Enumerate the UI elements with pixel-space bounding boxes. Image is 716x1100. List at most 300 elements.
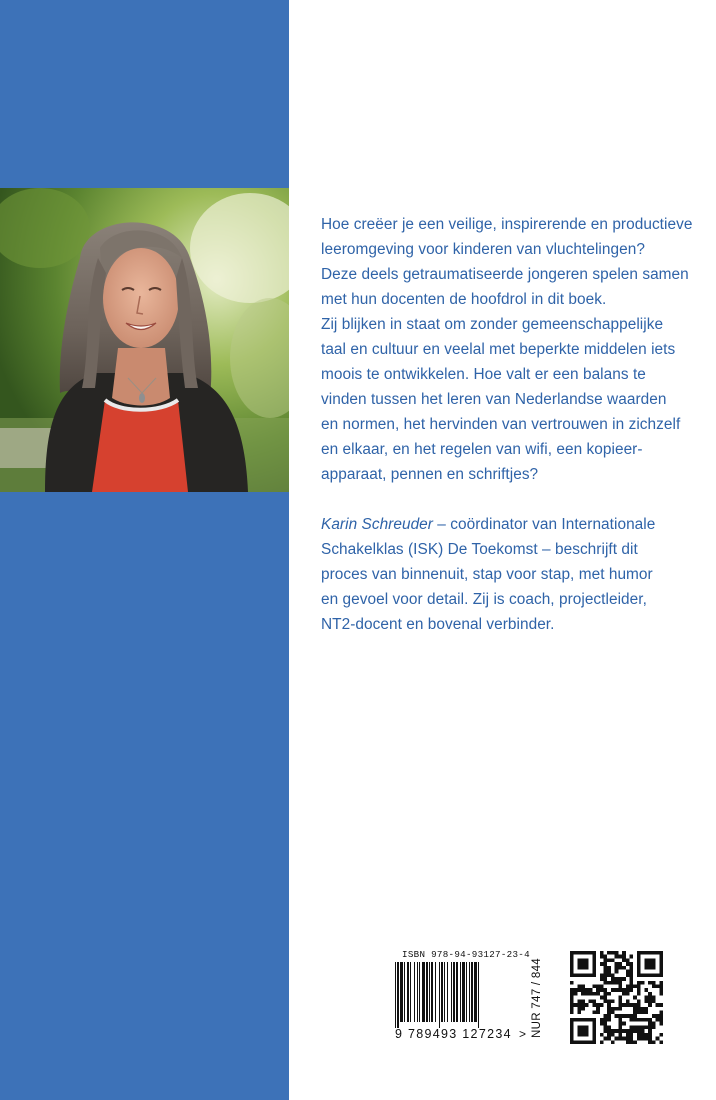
qr-module [644,958,648,962]
qr-module [652,999,656,1003]
qr-module [600,1022,604,1026]
qr-module [656,973,660,977]
qr-module [633,1018,637,1022]
qr-module [630,1033,634,1037]
qr-module [648,1022,652,1026]
qr-module [641,1018,645,1022]
qr-module [585,958,589,962]
qr-module [633,1003,637,1007]
qr-module [656,1003,660,1007]
barcode-arrow-icon: > [519,1027,527,1041]
qr-module [637,988,641,992]
qr-module [611,1033,615,1037]
qr-module [637,992,641,996]
blurb-line: en normen, het hervinden van vertrouwen in zichzelf [321,416,681,433]
barcode-bar [466,962,467,1022]
qr-module [618,977,622,981]
qr-module [581,1025,585,1029]
qr-module [570,958,574,962]
qr-module [585,962,589,966]
qr-module [641,1033,645,1037]
qr-module [596,1007,600,1011]
qr-module [630,962,634,966]
qr-module [570,962,574,966]
qr-module [630,984,634,988]
qr-module [652,962,656,966]
author-line [321,512,691,537]
author-portrait-image [0,188,289,492]
barcode-bar [431,962,433,1022]
qr-module [585,988,589,992]
qr-module [626,1033,630,1037]
qr-module [659,1022,663,1026]
qr-module [596,984,600,988]
qr-module [589,999,593,1003]
qr-module [570,1018,574,1022]
qr-module [570,992,574,996]
qr-module [622,951,626,955]
qr-module [615,1014,619,1018]
qr-module [652,981,656,985]
qr-module [630,955,634,959]
qr-module [611,1007,615,1011]
qr-module [577,1033,581,1037]
qr-module [644,1007,648,1011]
qr-module [607,973,611,977]
qr-module [596,992,600,996]
nur-code: NUR 747 / 844 [531,958,543,1038]
qr-module [596,988,600,992]
qr-module [626,1037,630,1041]
qr-module [615,966,619,970]
qr-module [626,999,630,1003]
qr-module [570,1022,574,1026]
qr-module [648,1033,652,1037]
qr-module [659,1018,663,1022]
qr-module [600,973,604,977]
blurb-line: leeromgeving voor kinderen van vluchtelingen? [321,241,645,258]
qr-module [592,951,596,955]
barcode-bar [395,962,396,1028]
qr-module [659,992,663,996]
qr-module [633,1011,637,1015]
qr-module [592,1018,596,1022]
qr-module [603,1037,607,1041]
qr-module [652,1014,656,1018]
qr-module [585,966,589,970]
qr-module [637,1025,641,1029]
qr-module [574,973,578,977]
qr-module [656,951,660,955]
qr-module [592,1011,596,1015]
qr-module [615,977,619,981]
qr-module [633,1040,637,1044]
qr-module [630,970,634,974]
qr-module [630,1025,634,1029]
qr-module [574,1018,578,1022]
qr-module [626,992,630,996]
qr-module [581,992,585,996]
qr-module [592,973,596,977]
qr-module [600,962,604,966]
qr-module [630,1003,634,1007]
blurb-line: taal en cultuur en veelal met beperkte middelen iets [321,341,676,358]
qr-module [637,973,641,977]
qr-module [615,951,619,955]
blurb-line: Hoe creëer je een veilige, inspirerende en productieve [321,216,693,233]
qr-module [644,1025,648,1029]
qr-module [600,977,604,981]
author-line: NT2-docent en bovenal verbinder. [321,616,555,633]
qr-module [652,966,656,970]
qr-module [659,966,663,970]
qr-module [607,1003,611,1007]
qr-module [626,958,630,962]
qr-module [570,1040,574,1044]
qr-module [630,977,634,981]
qr-module [592,1025,596,1029]
qr-module [603,962,607,966]
qr-module [648,973,652,977]
barcode-bar [460,962,461,1022]
qr-module [637,1033,641,1037]
qr-module [581,1033,585,1037]
qr-module [600,955,604,959]
author-line: en gevoel voor detail. Zij is coach, projectleider, [321,591,647,608]
qr-module [585,1029,589,1033]
qr-module [637,962,641,966]
qr-module [596,1011,600,1015]
qr-module [615,1029,619,1033]
qr-module [600,1018,604,1022]
qr-module [577,1040,581,1044]
qr-module [618,1033,622,1037]
qr-module [618,1018,622,1022]
qr-module [644,1037,648,1041]
qr-module [570,1003,574,1007]
qr-module [626,1029,630,1033]
qr-module [577,1029,581,1033]
qr-module [581,999,585,1003]
qr-module [585,973,589,977]
qr-module [570,1029,574,1033]
qr-module [585,992,589,996]
qr-module [577,984,581,988]
qr-module [626,988,630,992]
qr-module [581,962,585,966]
qr-module [611,951,615,955]
author-paragraph [321,512,691,637]
qr-module [630,973,634,977]
qr-module [585,1040,589,1044]
qr-module [603,1025,607,1029]
barcode-bar [444,962,445,1022]
qr-module [577,962,581,966]
blue-color-band [0,0,289,1100]
qr-module [574,1040,578,1044]
qr-module [607,1025,611,1029]
qr-module [659,1014,663,1018]
barcode-bar [419,962,420,1022]
qr-module [626,970,630,974]
qr-module [607,999,611,1003]
qr-module [581,1007,585,1011]
qr-module [603,970,607,974]
qr-module [592,1040,596,1044]
qr-module [603,999,607,1003]
qr-module [611,1029,615,1033]
qr-module [607,970,611,974]
barcode-bar [400,962,403,1022]
qr-module [618,988,622,992]
qr-module [589,973,593,977]
qr-module [592,966,596,970]
qr-module [607,1037,611,1041]
qr-module [652,996,656,1000]
qr-module [644,996,648,1000]
qr-module [659,958,663,962]
qr-module [585,1025,589,1029]
qr-module [648,966,652,970]
qr-module [615,1037,619,1041]
qr-module [630,1040,634,1044]
qr-module [626,962,630,966]
qr-module [622,1014,626,1018]
qr-module [618,1003,622,1007]
qr-module [577,951,581,955]
qr-module [603,966,607,970]
qr-module [603,988,607,992]
qr-module [592,999,596,1003]
qr-module [603,955,607,959]
qr-module [577,999,581,1003]
qr-code-icon [570,951,663,1044]
isbn-number: ISBN 978-94-93127-23-4 [402,949,530,960]
qr-module [592,1029,596,1033]
qr-module [622,958,626,962]
qr-module [589,988,593,992]
qr-module [581,1040,585,1044]
qr-module [659,988,663,992]
qr-module [574,992,578,996]
qr-module [611,988,615,992]
qr-module [589,1018,593,1022]
qr-module [581,1029,585,1033]
qr-module [607,1011,611,1015]
qr-module [600,1003,604,1007]
qr-module [648,1037,652,1041]
barcode-bar [422,962,425,1022]
qr-module [600,996,604,1000]
qr-module [585,1033,589,1037]
qr-module [626,1003,630,1007]
qr-module [570,973,574,977]
blurb-line: met hun docenten de hoofdrol in dit boek. [321,291,607,308]
qr-module [648,962,652,966]
qr-module [659,1003,663,1007]
qr-module [618,984,622,988]
qr-module [615,955,619,959]
qr-module [592,992,596,996]
blurb-line: en elkaar, en het regelen van wifi, een kopieer- [321,441,643,458]
qr-module [603,981,607,985]
qr-module [581,988,585,992]
back-cover-text [321,212,691,637]
qr-module [630,1014,634,1018]
barcode-bar [469,962,470,1022]
qr-module [648,996,652,1000]
qr-module [611,973,615,977]
barcode-bar [453,962,455,1022]
qr-module [570,1033,574,1037]
qr-module [585,1018,589,1022]
qr-module [644,1011,648,1015]
qr-module [648,981,652,985]
qr-module [570,996,574,1000]
qr-module [607,966,611,970]
qr-module [659,955,663,959]
qr-module [607,1029,611,1033]
barcode-bar [414,962,415,1022]
qr-module [644,973,648,977]
qr-module [630,988,634,992]
qr-module [626,984,630,988]
barcode-bar [441,962,443,1022]
qr-module [644,1033,648,1037]
qr-module [607,992,611,996]
qr-module [618,1029,622,1033]
qr-module [637,951,641,955]
qr-module [603,973,607,977]
qr-module [607,958,611,962]
qr-module [611,999,615,1003]
qr-module [644,999,648,1003]
qr-module [652,958,656,962]
qr-module [637,966,641,970]
qr-module [603,1029,607,1033]
qr-module [626,1040,630,1044]
qr-module [618,966,622,970]
qr-module [581,951,585,955]
qr-module [592,1033,596,1037]
qr-module [574,1003,578,1007]
qr-module [607,1007,611,1011]
barcode-bar [451,962,452,1022]
qr-module [592,1022,596,1026]
qr-module [600,951,604,955]
qr-module [611,1011,615,1015]
qr-module [656,1014,660,1018]
author-photo [0,188,289,492]
qr-module [659,951,663,955]
qr-module [652,1025,656,1029]
qr-module [592,1037,596,1041]
qr-module [633,1029,637,1033]
qr-module [570,1037,574,1041]
qr-module [600,988,604,992]
qr-module [641,1029,645,1033]
qr-module [637,984,641,988]
qr-module [637,955,641,959]
qr-module [652,973,656,977]
qr-module [626,973,630,977]
qr-module [630,981,634,985]
qr-module [592,984,596,988]
qr-module [574,951,578,955]
qr-module [589,1040,593,1044]
qr-module [641,1011,645,1015]
qr-module [603,1018,607,1022]
qr-module [603,992,607,996]
qr-module [607,951,611,955]
qr-module [630,966,634,970]
barcode-bar [407,962,409,1022]
qr-module [581,966,585,970]
barcode-bar [474,962,477,1022]
qr-module [637,1037,641,1041]
qr-module [618,1037,622,1041]
qr-module [622,1029,626,1033]
qr-module [622,1003,626,1007]
qr-module [581,973,585,977]
barcode-bar [462,962,465,1022]
qr-module [659,1040,663,1044]
qr-module [570,966,574,970]
qr-module [637,1029,641,1033]
qr-module [659,984,663,988]
qr-module [633,1025,637,1029]
barcode-bar [435,962,436,1022]
qr-module [607,1033,611,1037]
qr-module [618,1022,622,1026]
qr-module [641,951,645,955]
qr-module [633,984,637,988]
qr-module [603,996,607,1000]
qr-module [596,1003,600,1007]
author-role-text: – coördinator van Internationale [432,516,656,533]
qr-module [641,1037,645,1041]
blurb-line: apparaat, pennen en schriftjes? [321,466,539,483]
qr-module [644,1018,648,1022]
qr-module [622,977,626,981]
barcode-bar [404,962,405,1022]
barcode-bar [426,962,428,1022]
qr-module [648,992,652,996]
author-line: proces van binnenuit, stap voor stap, met humor [321,566,653,583]
qr-module [648,1029,652,1033]
qr-module [637,981,641,985]
blurb-paragraph [321,212,691,487]
qr-module [589,951,593,955]
qr-module [592,955,596,959]
qr-module [570,1025,574,1029]
qr-module [656,984,660,988]
qr-module [570,1007,574,1011]
qr-module [589,992,593,996]
qr-module [618,981,622,985]
qr-module [630,1018,634,1022]
qr-module [644,966,648,970]
qr-module [641,973,645,977]
barcode-bars-icon [393,962,517,1032]
blurb-line: vinden tussen het leren van Nederlandse waarden [321,391,667,408]
qr-module [615,981,619,985]
qr-module [581,1018,585,1022]
qr-module [637,970,641,974]
qr-module [570,988,574,992]
qr-module [637,1007,641,1011]
qr-module [659,962,663,966]
